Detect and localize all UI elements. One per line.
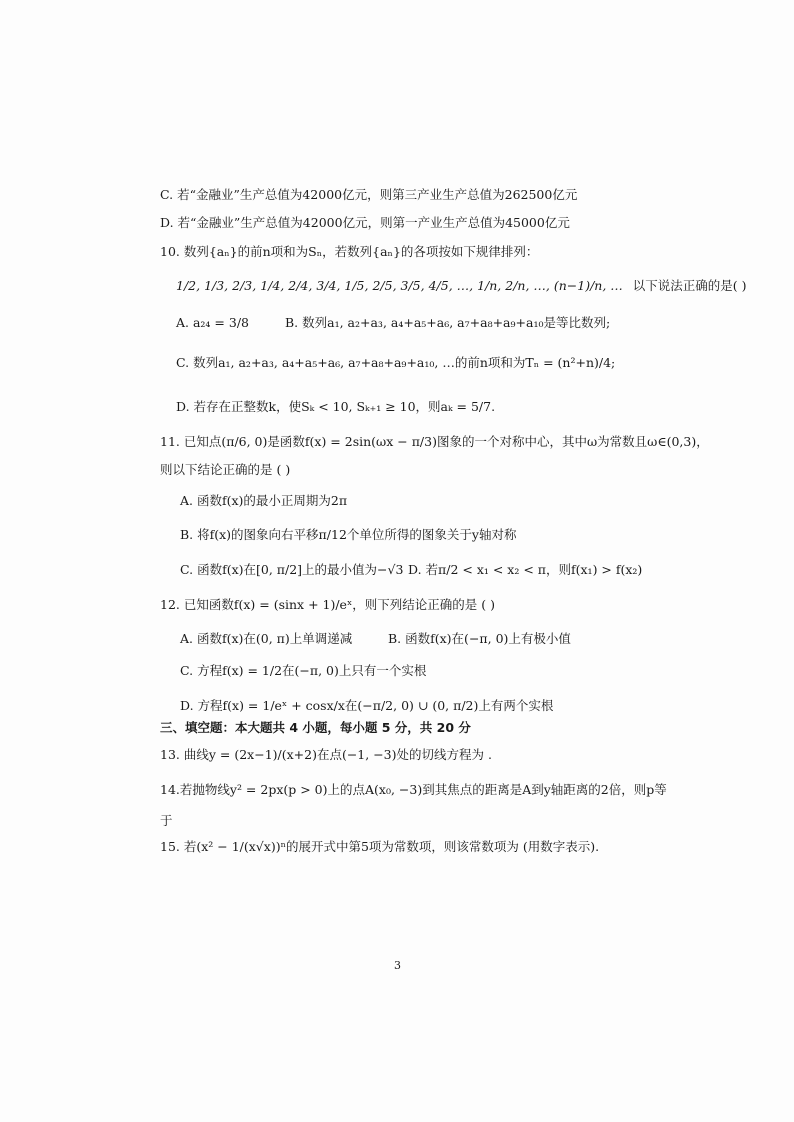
q14-stem-2: 于 <box>160 813 173 828</box>
q10-option-a: A. a₂₄ = 3/8 <box>176 315 249 330</box>
q10-option-d: D. 若存在正整数k，使Sₖ < 10, Sₖ₊₁ ≥ 10，则aₖ = 5/7. <box>176 399 496 414</box>
q11-stem: 11. 已知点(π/6, 0)是函数f(x) = 2sin(ωx − π/3)图象的一个对称中心，其中ω为常数且ω∈(0,3)， <box>160 434 709 449</box>
q10-option-b: B. 数列a₁, a₂+a₃, a₄+a₅+a₆, a₇+a₈+a₉+a₁₀是等比数列; <box>285 315 611 330</box>
q9-option-d: D. 若“金融业”生产总值为42000亿元，则第一产业生产总值为45000亿元 <box>160 215 570 230</box>
q11-option-d: D. 若π/2 < x₁ < x₂ < π，则f(x₁) > f(x₂) <box>408 562 643 577</box>
q12-stem: 12. 已知函数f(x) = (sinx + 1)/eˣ，则下列结论正确的是 ( ) <box>160 597 495 612</box>
q12-option-a: A. 函数f(x)在(0, π)上单调递减 <box>180 631 353 646</box>
q10-option-c: C. 数列a₁, a₂+a₃, a₄+a₅+a₆, a₇+a₈+a₉+a₁₀, …的前n项和为Tₙ = (n²+n)/4; <box>176 355 616 370</box>
q13-stem: 13. 曲线y = (2x−1)/(x+2)在点(−1, −3)处的切线方程为 . <box>160 747 492 762</box>
q10-sequence: 1/2, 1/3, 2/3, 1/4, 2/4, 3/4, 1/5, 2/5, 3/5, 4/5, …, 1/n, 2/n, …, (n−1)/n, … 以下说法正确的是( ) <box>176 278 747 293</box>
q11-option-b: B. 将f(x)的图象向右平移π/12个单位所得的图象关于y轴对称 <box>180 527 517 542</box>
q12-option-d: D. 方程f(x) = 1/eˣ + cosx/x在(−π/2, 0) ∪ (0, π/2)上有两个实根 <box>180 698 554 713</box>
q12-option-c: C. 方程f(x) = 1/2在(−π, 0)上只有一个实根 <box>180 663 427 678</box>
q9-option-c: C. 若“金融业”生产总值为42000亿元，则第三产业生产总值为262500亿元 <box>160 187 578 202</box>
q11-option-a: A. 函数f(x)的最小正周期为2π <box>180 493 348 508</box>
q11-stem-2: 则以下结论正确的是 ( ) <box>160 462 291 477</box>
page-number: 3 <box>394 959 401 972</box>
q10-stem: 10. 数列{aₙ}的前n项和为Sₙ，若数列{aₙ}的各项按如下规律排列： <box>160 244 539 259</box>
q12-option-b: B. 函数f(x)在(−π, 0)上有极小值 <box>388 631 571 646</box>
q15-stem: 15. 若(x² − 1/(x√x))ⁿ的展开式中第5项为常数项，则该常数项为 (用数字表示). <box>160 839 600 854</box>
q14-stem: 14.若抛物线y² = 2px(p > 0)上的点A(x₀, −3)到其焦点的距离是A到y轴距离的2倍，则p等 <box>160 782 667 797</box>
q11-option-c: C. 函数f(x)在[0, π/2]上的最小值为−√3 <box>180 562 404 577</box>
section-3-heading: 三、填空题：本大题共 4 小题，每小题 5 分，共 20 分 <box>160 720 471 735</box>
